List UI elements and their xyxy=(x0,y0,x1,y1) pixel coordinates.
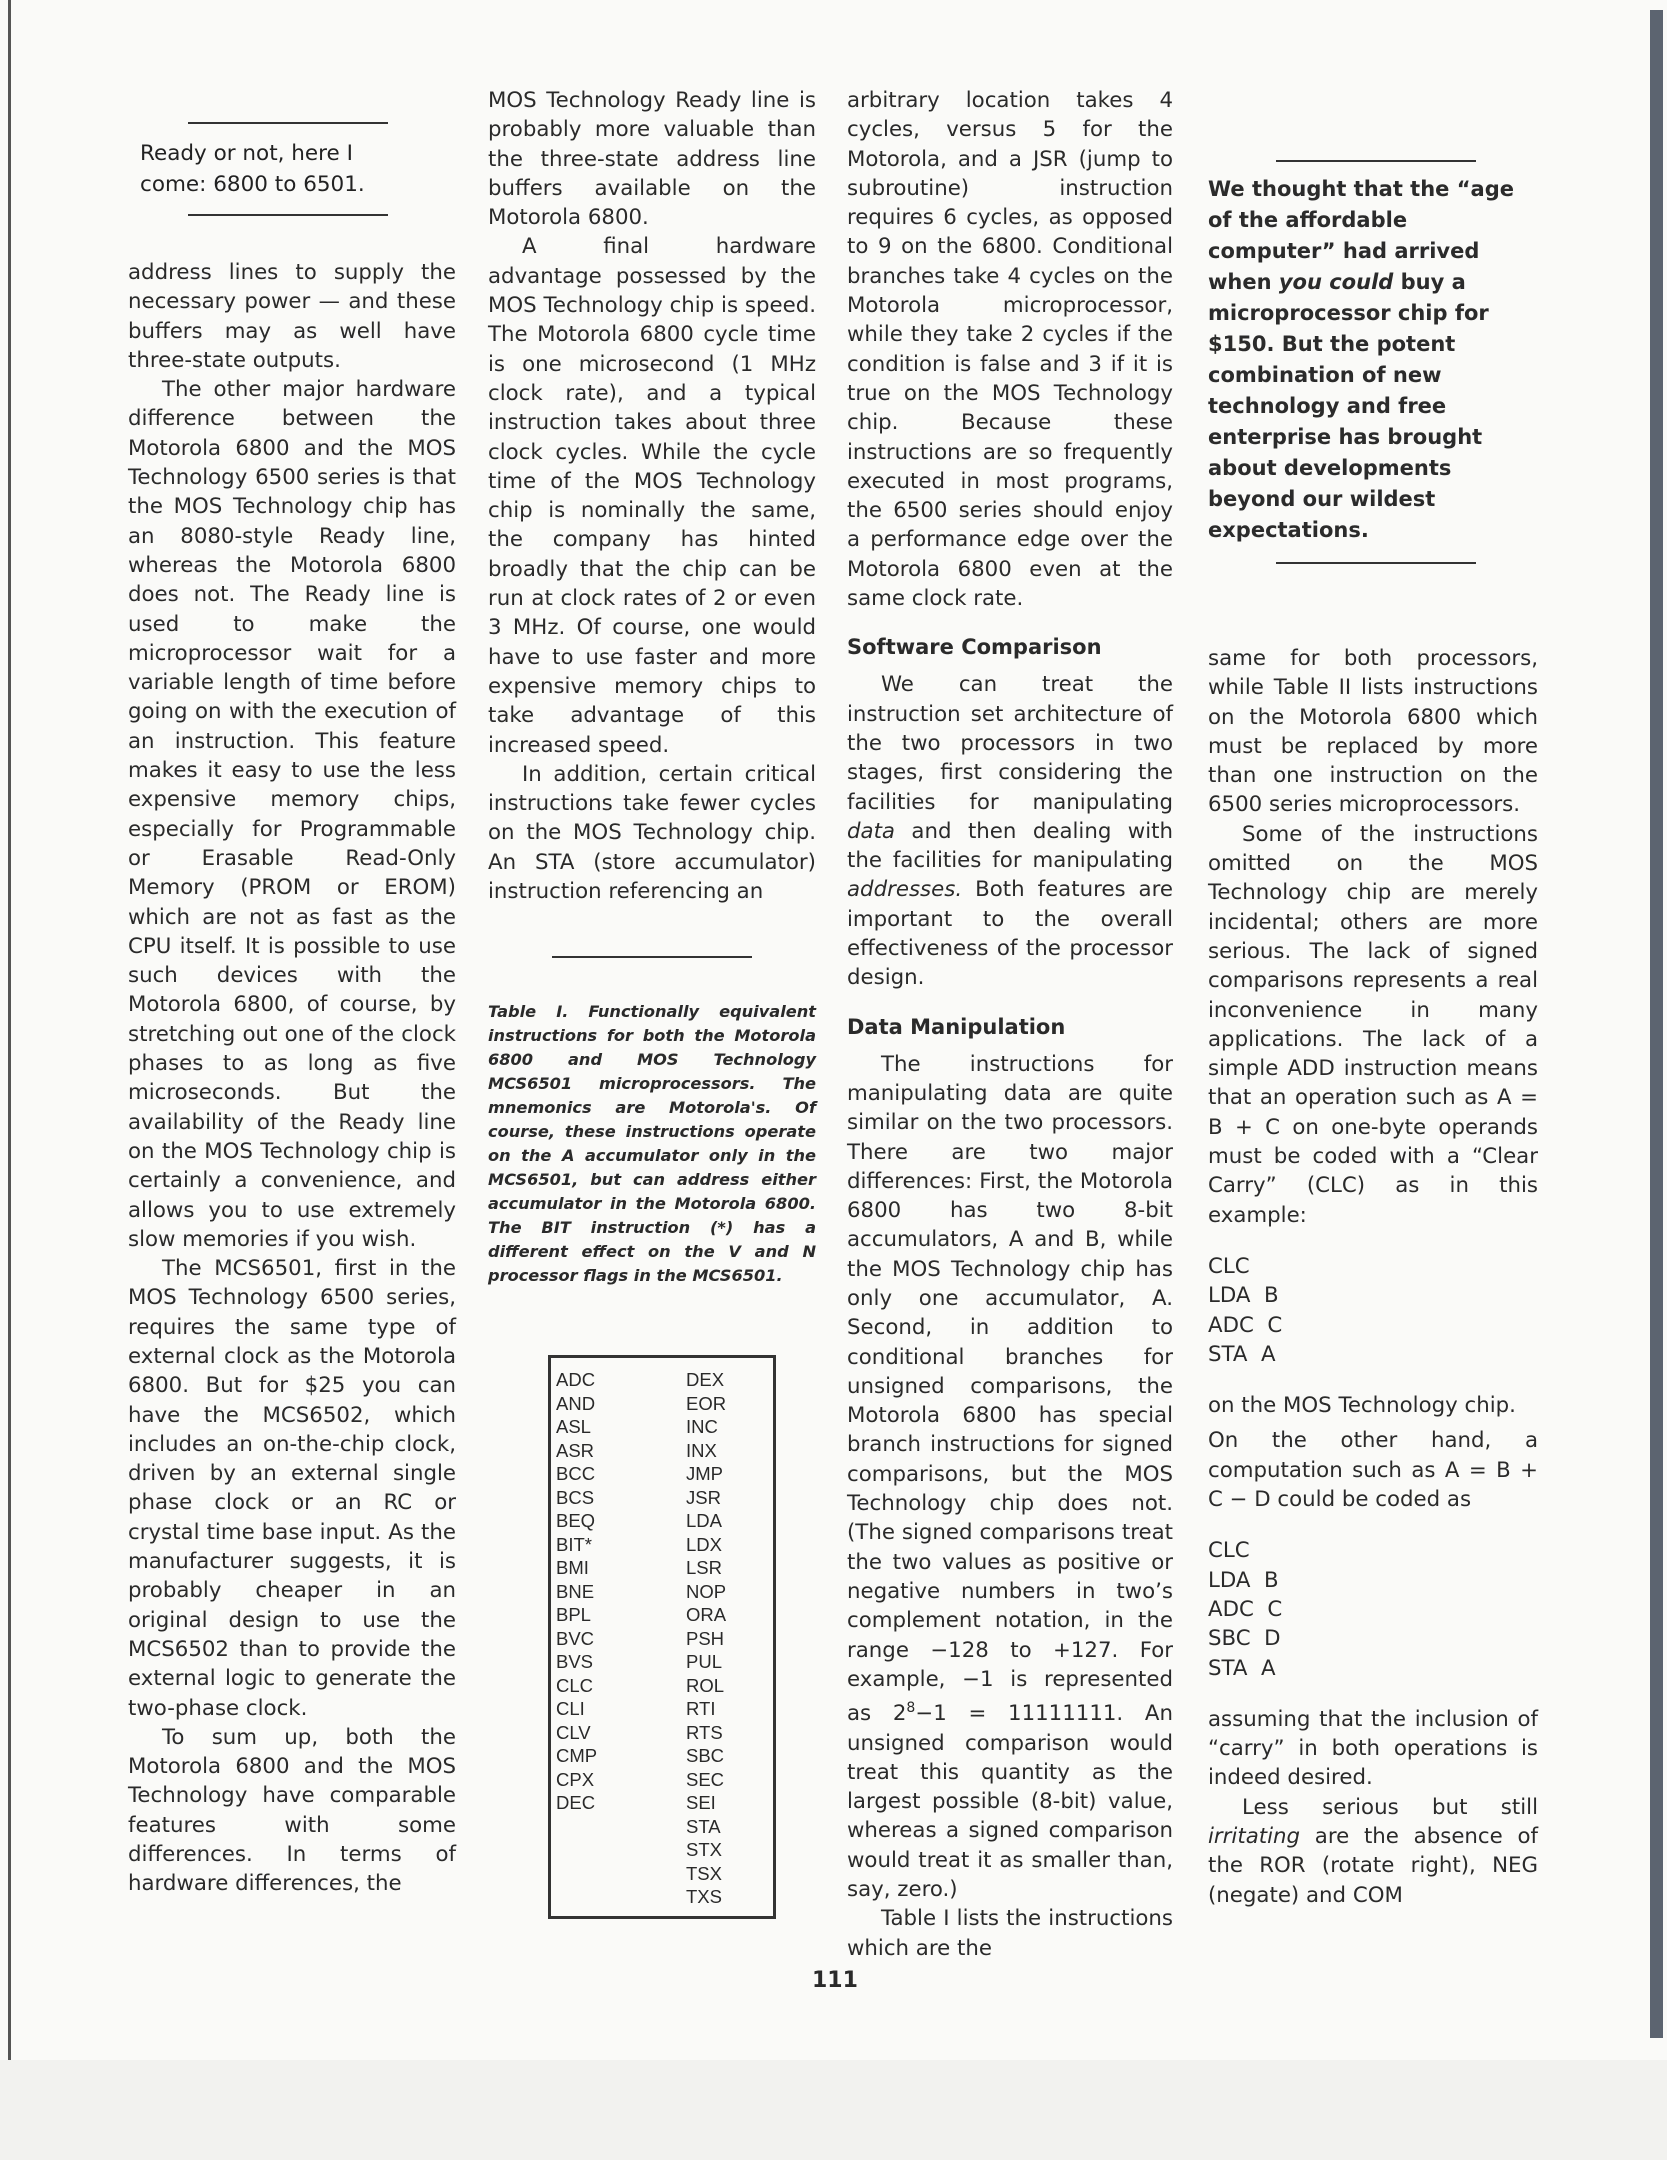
table-cell: TXS xyxy=(686,1886,722,1907)
pullquote-right: We thought that the “age of the affordable computer” had arrived when you could buy a microprocessor chip for $150. But the potent combination of new technology and free enterprise has brought about developments beyond our wildest expectations. xyxy=(1208,177,1514,542)
paragraph: Some of the instructions omitted on the MOS Technology chip are merely incidental; others are more serious. The lack of signed comparisons represents a real inconvenience in many applications. The lack of a simple ADD instruction means that an operation such as A = B + C on one-byte operands must be coded with a “Clear Carry” (CLC) as in this example: xyxy=(1208,821,1538,1228)
table-cell: SEC xyxy=(686,1768,725,1790)
code-line: LDA B xyxy=(1208,1567,1279,1593)
paragraph: On the other hand, a computation such as A = B + C − D could be coded as xyxy=(1208,1428,1538,1513)
table-cell: BVS xyxy=(556,1651,594,1672)
table-cell: LDA xyxy=(686,1510,722,1531)
table-cell: BIT* xyxy=(556,1533,592,1555)
code-line: STA A xyxy=(1208,1655,1276,1681)
table-cell: INC xyxy=(686,1416,718,1437)
paragraph: In addition, certain critical instructions take fewer cycles on the MOS Technology chip. An STA (store accumulator) instruction referencing an xyxy=(488,761,816,905)
table-cell: ASR xyxy=(556,1439,595,1461)
table-cell: BEQ xyxy=(556,1510,596,1531)
table-cell: RTS xyxy=(686,1721,723,1743)
paragraph: The other major hardware difference between the Motorola 6800 and the MOS Technology 6500 series is that the MOS Technology chip has an 8080-style Ready line, whereas the Motorola 6800 does not. The Ready line is used to make the microprocessor wait for a variable length of time before going on with the execution of an instruction. This feature makes it easy to use the less expensive memory chips, especially for Programmable or Erasable Read-Only Memory (PROM or EROM) which are not as fast as the CPU itself. It is possible to use such devices with the Motorola 6800, of course, by stretching out one of the clock phases to as long as five microseconds. But the availability of the Ready line on the MOS Technology chip is certainly a convenience, and allows you to use extremely slow memories if you wish. xyxy=(128,377,456,1252)
code-listing-2 xyxy=(1208,1536,1538,1682)
table-cell: NOP xyxy=(686,1580,727,1602)
table-cell: ROL xyxy=(686,1674,725,1696)
paragraph: The MCS6501, first in the MOS Technology 6500 series, requires the same type of external clock as the Motorola 6800. But for $25 you can have the MCS6502, which includes an on-the-chip clock, driven by an external single phase clock or an RC or crystal time base input. As the manufacturer suggests, it is probably cheaper in an original design to use the MCS6502 than to provide the external logic to generate the two-phase clock. xyxy=(128,1256,456,1721)
table-cell: DEX xyxy=(686,1369,725,1390)
paragraph: To sum up, both the Motorola 6800 and the MOS Technology have comparable features with some differences. In terms of hardware differences, the xyxy=(128,1724,456,1897)
table-rule xyxy=(552,956,752,958)
table-cell: BCC xyxy=(556,1463,596,1484)
pullquote-rule-bottom xyxy=(188,214,388,216)
table-cell: CLI xyxy=(556,1698,585,1719)
paragraph: A final hardware advantage possessed by the MOS Technology chip is speed. The Motorola 6800 cycle time is one microsecond (1 MHz clock rate), and a typical instruction takes about three clock cycles. While the cycle time of the MOS Technology chip is nominally the same, the company has hinted broadly that the chip can be run at clock rates of 2 or even 3 MHz. Of course, one would have to use faster and more expensive memory chips to take advantage of this increased speed. xyxy=(488,234,816,758)
column-3 xyxy=(847,86,1173,1963)
paragraph: Table I lists the instructions which are the xyxy=(847,1906,1173,1961)
pullquote-rule-top xyxy=(1276,160,1476,162)
page-edge-right xyxy=(1650,10,1663,2038)
table-cell: PSH xyxy=(686,1627,725,1649)
table-cell: INX xyxy=(686,1439,717,1461)
table-cell: CLC xyxy=(556,1674,594,1696)
paragraph: same for both processors, while Table II lists instructions on the Motorola 6800 which must be replaced by more than one instruction on the 6500 series microprocessors. xyxy=(1208,646,1538,818)
table-cell: RTI xyxy=(686,1698,716,1719)
table-cell: SBC xyxy=(686,1745,725,1766)
table-cell: BVC xyxy=(556,1627,595,1649)
code-line: STA A xyxy=(1208,1341,1276,1367)
code-line: LDA B xyxy=(1208,1283,1279,1309)
table-cell: JMP xyxy=(686,1463,723,1484)
section-heading-data-manipulation: Data Manipulation xyxy=(847,1014,1066,1039)
table-cell: BMI xyxy=(556,1557,589,1578)
table-cell: STX xyxy=(686,1839,722,1860)
pullquote-rule-top xyxy=(188,122,388,124)
pullquote-rule-bottom xyxy=(1276,562,1476,564)
table-cell: BNE xyxy=(556,1580,595,1602)
table-cell: ASL xyxy=(556,1416,591,1437)
column-2 xyxy=(488,86,816,1288)
instruction-table xyxy=(548,1355,776,1919)
scan-bottom-margin xyxy=(0,2060,1667,2160)
paragraph: The instructions for manipulating data are quite similar on the two processors. There are two major differences: First, the Motorola 6800 has two 8-bit accumulators, A and B, while the MOS Technology chip has only one accumulator, A. Second, in addition to conditional branches for unsigned comparisons, the Motorola 6800 has special branch instructions for signed comparisons, but the MOS Technology chip does not. (The signed comparisons treat the two values as positive or negative numbers in two’s complement notation, in the range −128 to +127. For example, −1 is represented as $2^8-1 = 11111111$. An unsigned comparison would treat this quantity as the largest possible (8-bit) value, whereas a signed comparison would treat it as smaller than, say, zero.) xyxy=(847,1051,1173,1903)
column-4 xyxy=(1208,160,1538,1910)
paragraph: assuming that the inclusion of “carry” in both operations is indeed desired. xyxy=(1208,1706,1538,1791)
code-line: ADC C xyxy=(1208,1596,1283,1622)
code-line: CLC xyxy=(1208,1538,1250,1564)
table-cell: EOR xyxy=(686,1392,727,1414)
table-caption: Table I. Functionally equivalent instructions for both the Motorola 6800 and MOS Technology MCS6501 microprocessors. The mnemonics are Motorola's. Of course, these instructions operate on the A accumulator only in the MCS6501, but can address either accumulator in the Motorola 6800. The BIT instruction (*) has a different effect on the V and N processor flags in the MCS6501. xyxy=(488,1002,816,1286)
code-line: ADC C xyxy=(1208,1312,1283,1338)
table-cell: JSR xyxy=(686,1486,721,1508)
page-edge-left xyxy=(8,0,11,2160)
code-line: CLC xyxy=(1208,1253,1250,1279)
table-cell: STA xyxy=(686,1815,721,1837)
section-heading-software-comparison: Software Comparison xyxy=(847,635,1102,660)
table-cell: LSR xyxy=(686,1557,722,1578)
table-cell: CMP xyxy=(556,1745,598,1766)
table-cell: CPX xyxy=(556,1768,595,1790)
paragraph: We can treat the instruction set architecture of the two processors in two stages, first considering the facilities for manipulating data and then dealing with the facilities for manipulating addresses. Both features are important to the overall effectiveness of the processor design. xyxy=(847,672,1173,991)
table-cell: BCS xyxy=(556,1486,595,1508)
table-cell: LDX xyxy=(686,1533,722,1555)
table-cell: CLV xyxy=(556,1721,591,1743)
table-cell: ADC xyxy=(556,1369,596,1390)
paragraph: on the MOS Technology chip. xyxy=(1208,1393,1516,1419)
table-cell: ORA xyxy=(686,1604,727,1625)
table-cell: TSX xyxy=(686,1862,722,1884)
table-cell: SEI xyxy=(686,1792,716,1813)
column-1 xyxy=(128,122,456,1899)
page-number: 111 xyxy=(812,1968,858,1993)
pullquote-left: Ready or not, here I come: 6800 to 6501. xyxy=(140,141,365,197)
table-cell: AND xyxy=(556,1392,596,1414)
code-line: SBC D xyxy=(1208,1626,1281,1652)
paragraph: MOS Technology Ready line is probably more valuable than the three-state address line buffers available on the Motorola 6800. xyxy=(488,88,816,231)
table-cell: PUL xyxy=(686,1651,722,1672)
paragraph: Less serious but still irritating are the absence of the ROR (rotate right), NEG (negate) and COM xyxy=(1208,1794,1538,1908)
table-cell: BPL xyxy=(556,1604,591,1625)
code-listing-1 xyxy=(1208,1252,1538,1369)
table-left-column xyxy=(556,1368,597,1815)
table-right-column xyxy=(686,1368,726,1909)
paragraph: address lines to supply the necessary power — and these buffers may as well have three-state outputs. xyxy=(128,260,456,373)
table-cell: DEC xyxy=(556,1792,596,1813)
paragraph: arbitrary location takes 4 cycles, versus 5 for the Motorola, and a JSR (jump to subroutine) instruction requires 6 cycles, as opposed to 9 on the 6800. Conditional branches take 4 cycles on the Motorola microprocessor, while they take 2 cycles if the condition is false and 3 if it is true on the MOS Technology chip. Because these instructions are so frequently executed in most programs, the 6500 series should enjoy a performance edge over the Motorola 6800 even at the same clock rate. xyxy=(847,88,1173,612)
